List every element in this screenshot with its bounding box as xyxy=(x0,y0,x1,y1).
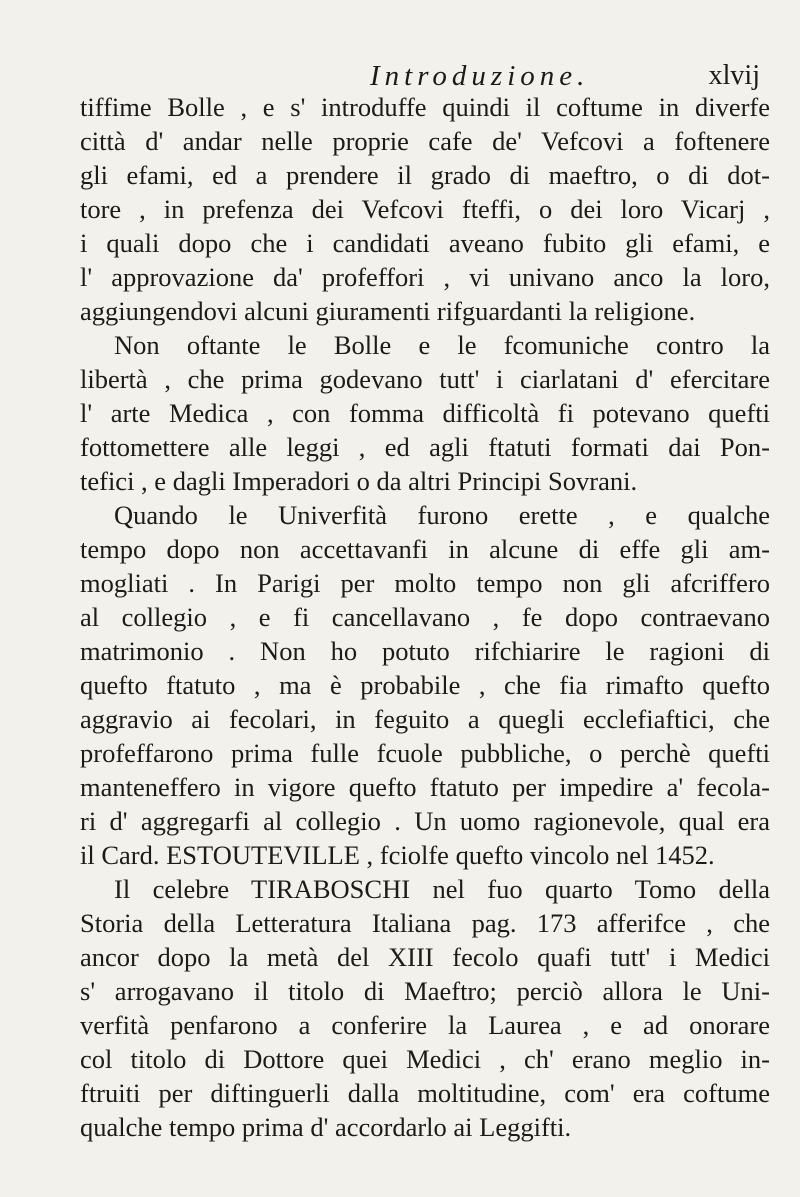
text-line: ancor dopo la metà del XIII fecolo quafi tutt' i Medici xyxy=(80,942,770,972)
text-line: libertà , che prima godevano tutt' i ciarlatani d' efercitare xyxy=(80,364,770,394)
text-line: qualche tempo prima d' accordarlo ai Leggifti. xyxy=(80,1112,572,1142)
text-line: s' arrogavano il titolo di Maeftro; perciò allora le Uni- xyxy=(80,976,770,1006)
text-line: tiffime Bolle , e s' introduffe quindi il coftume in diverfe xyxy=(80,92,770,122)
text-line: tefici , e dagli Imperadori o da altri Principi Sovrani. xyxy=(80,466,638,496)
text-line: profeffarono prima fulle fcuole pubbliche, o perchè quefti xyxy=(80,738,770,768)
text-line: tore , in prefenza dei Vefcovi fteffi, o dei loro Vicarj , xyxy=(80,194,770,224)
text-line: l' approvazione da' profeffori , vi univano anco la loro, xyxy=(80,262,770,292)
text-line: ri d' aggregarfi al collegio . Un uomo ragionevole, qual era xyxy=(80,806,770,836)
text-line: quefto ftatuto , ma è probabile , che fia rimafto quefto xyxy=(80,670,770,700)
text-line: mogliati . In Parigi per molto tempo non gli afcriffero xyxy=(80,568,770,598)
text-line: Quando le Univerfità furono erette , e qualche xyxy=(114,500,770,530)
text-line: matrimonio . Non ho potuto rifchiarire le ragioni di xyxy=(80,636,770,666)
text-line: città d' andar nelle proprie cafe de' Vefcovi a foftenere xyxy=(80,126,770,156)
running-title: Introduzione. xyxy=(370,60,590,92)
text-line: manteneffero in vigore quefto ftatuto per impedire a' fecola- xyxy=(80,772,770,802)
text-line: aggravio ai fecolari, in feguito a quegli ecclefiaftici, che xyxy=(80,704,770,734)
text-line: l' arte Medica , con fomma difficoltà fi potevano quefti xyxy=(80,398,770,428)
text-line: i quali dopo che i candidati aveano fubito gli efami, e xyxy=(80,228,770,258)
body-text xyxy=(80,90,770,1144)
text-line: Il celebre TIRABOSCHI nel fuo quarto Tomo della xyxy=(114,874,770,904)
text-line: gli efami, ed a prendere il grado di maeftro, o di dot- xyxy=(80,160,770,190)
text-line: verfità penfarono a conferire la Laurea , e ad onorare xyxy=(80,1010,770,1040)
text-line: aggiungendovi alcuni giuramenti rifguardanti la religione. xyxy=(80,296,696,326)
text-line: Non oftante le Bolle e le fcomuniche contro la xyxy=(114,330,770,360)
text-line: al collegio , e fi cancellavano , fe dopo contraevano xyxy=(80,602,770,632)
page-number: xlvij xyxy=(708,60,760,91)
text-line: il Card. ESTOUTEVILLE , fciolfe quefto vincolo nel 1452. xyxy=(80,840,715,870)
text-line: fottomettere alle leggi , ed agli ftatuti formati dai Pon- xyxy=(80,432,770,462)
text-line: col titolo di Dottore quei Medici , ch' erano meglio in- xyxy=(80,1044,770,1074)
text-line: ftruiti per diftinguerli dalla moltitudine, com' era coftume xyxy=(80,1078,770,1108)
text-line: tempo dopo non accettavanfi in alcune di effe gli am- xyxy=(80,534,770,564)
text-line: Storia della Letteratura Italiana pag. 173 afferifce , che xyxy=(80,908,770,938)
